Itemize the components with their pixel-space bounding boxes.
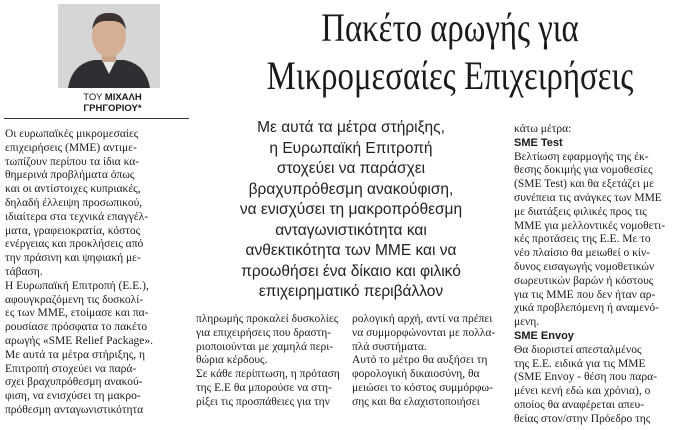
text-line: ρίξει τις προσπάθειες για την (196, 395, 330, 408)
text-line: ΜΜΕ για μελλοντικές νομοθετι- (514, 219, 666, 232)
text-line: θείας στον/στην Πρόεδρο της (514, 412, 651, 425)
text-line: μειώσει το κόστος συμμόρφω- (352, 381, 493, 394)
text-line: για επιχειρήσεις που δραστη- (196, 326, 332, 339)
lead-line: στοχεύει να παράσχει (276, 160, 426, 177)
text-line: σχει βραχυπρόθεσμη ανακού- (5, 376, 143, 389)
text-line: ες των ΜΜΕ, ετοίμασε και πα- (5, 307, 149, 320)
text-line: δηλαδή έλλειψη προσωπικού, (5, 196, 143, 209)
text-line: Σε κάθε περίπτωση, η πρόταση (196, 368, 340, 381)
byline-prefix: ΤΟΥ (83, 92, 103, 103)
right-column (514, 123, 694, 427)
middle-left-column (196, 313, 343, 410)
text-line: πρόθεσμη ανταγωνιστικότητα (5, 403, 144, 416)
text-line: Θα διοριστεί απεσταλμένος (514, 343, 642, 356)
text-line: της Ε.Ε. ειδικά για τις ΜΜΕ (514, 357, 646, 370)
text-line: Επιτροπή στοχεύει να παρά- (5, 362, 137, 375)
author-portrait-icon (58, 4, 160, 88)
text-line: ματα, γραφειοκρατία, κόστος (5, 224, 141, 237)
text-line: ενέργειας και προκλήσεις από (5, 238, 144, 251)
subheading-sme-test: SME Test (514, 136, 563, 149)
lead-line: η Ευρωπαϊκή Επιτροπή (269, 139, 433, 157)
lead-line: επιχειρηματικό περιβάλλον (258, 283, 444, 300)
text-line: θημερινά προβλήματα όπως (5, 169, 135, 182)
right-intro: κάτω μέτρα: (514, 123, 572, 135)
text-line: (SME Test) και θα εξετάζει με (514, 178, 654, 191)
sme-test-paragraph (514, 151, 694, 330)
text-line: μενη. (514, 316, 540, 329)
middle-right-column (352, 313, 499, 410)
text-line: Με αυτά τα μέτρα στήριξης, η (5, 348, 146, 361)
headline-line-2: Μικρομεσαίες Επιχειρήσεις (266, 53, 634, 98)
text-line: για τις ΜΜΕ που δεν ήταν αρ- (514, 288, 656, 301)
lead-line: Με αυτά τα μέτρα στήριξης, (257, 119, 445, 136)
lead-line: προωθήσει ένα δίκαιο και φιλικό (241, 262, 461, 280)
author-photo (58, 4, 160, 88)
text-line: Οι ευρωπαϊκές μικρομεσαίες (5, 128, 139, 140)
text-line: τάβαση. (5, 265, 43, 278)
lead-line: ανταγωνιστικότητα και (275, 221, 427, 239)
sme-envoy-paragraph (514, 344, 694, 427)
author-name-last: ΓΡΗΓΟΡΙΟΥ* (83, 103, 142, 114)
text-line: δυνος εισαγωγής νομοθετικών (514, 260, 655, 273)
lead-paragraph (196, 118, 506, 303)
text-line: Αυτό το μέτρο θα αυξήσει τη (352, 354, 488, 367)
text-line: φορολογική δικαιοσύνη, θα (352, 368, 480, 381)
text-line: συνέπεια τις ανάγκες των ΜΜΕ (514, 191, 662, 204)
text-line: θώρια κέρδους. (196, 354, 268, 367)
text-line: τωπίζουν περίπου τα ίδια κα- (5, 155, 140, 168)
text-line: νέο πλαίσιο θα μειωθεί ο κίν- (514, 247, 650, 260)
text-line: αφουγκραζόμενη τις δυσκολί- (5, 293, 144, 306)
text-line: κές προτάσεις της Ε.Ε. Με το (514, 233, 651, 246)
left-column (5, 128, 185, 418)
byline (40, 92, 185, 114)
text-line: (SME Envoy - θέση που παρα- (514, 371, 657, 384)
text-line: μένει κενή εδώ και χρόνια), ο (514, 385, 651, 398)
byline-divider (4, 118, 189, 119)
text-line: πληρωμής προκαλεί δυσκολίες (196, 313, 339, 325)
text-line: Βελτίωση εφαρμογής της έκ- (514, 150, 649, 163)
text-line: με διατάξεις φιλικές προς τις (514, 205, 647, 218)
author-name-first: ΜΙΧΑΛΗ (104, 92, 142, 103)
lead-line: να ενισχύσει τη μακροπρόθεσμη (239, 201, 463, 218)
lead-line: βραχυπρόθεσμη ανακούφιση, (248, 180, 454, 198)
text-line: αρωγής «SME Relief Package». (5, 334, 154, 347)
text-line: να συμμορφώνονται με πολλα- (352, 326, 496, 339)
text-line: και οι αντίστοιχες κυπριακές, (5, 183, 141, 196)
text-line: σωρευτικών βαρών ή κόστους (514, 274, 654, 287)
text-line: επιχειρήσεις (ΜΜΕ) αντιμε- (5, 141, 137, 154)
text-line: χικά προβλεπόμενη ή αναμενό- (514, 302, 659, 315)
subheading-sme-envoy: SME Envoy (514, 329, 574, 342)
lead-line: ανθεκτικότητα των ΜΜΕ και να (245, 242, 457, 259)
text-line: πλά συστήματα. (352, 340, 427, 353)
text-line: οποίος θα αναφέρεται απευ- (514, 398, 645, 411)
text-line: της Ε.Ε θα μπορούσε να στη- (196, 381, 332, 394)
text-line: θεσης δοκιμής για νομοθεσίες (514, 164, 653, 177)
text-line: φιση, να ενισχύσει τη μακρο- (5, 390, 141, 403)
text-line: την πράσινη και ψηφιακή με- (5, 252, 141, 265)
text-line: Η Ευρωπαϊκή Επιτροπή (Ε.Ε.), (5, 279, 149, 292)
text-line: σης και θα ελαχιστοποιήσει (352, 395, 480, 408)
text-line: ρουσίασε πρόσφατα το πακέτο (5, 321, 148, 334)
text-line: ριοποιούνται με χαμηλά περι- (196, 340, 334, 353)
text-line: ιδιαίτερα στα τεχνικά επαγγέλ- (5, 210, 149, 223)
headline-line-1: Πακέτο αρωγής για (321, 5, 579, 50)
text-line: ρολογική αρχή, αντί να πρέπει (352, 313, 493, 325)
